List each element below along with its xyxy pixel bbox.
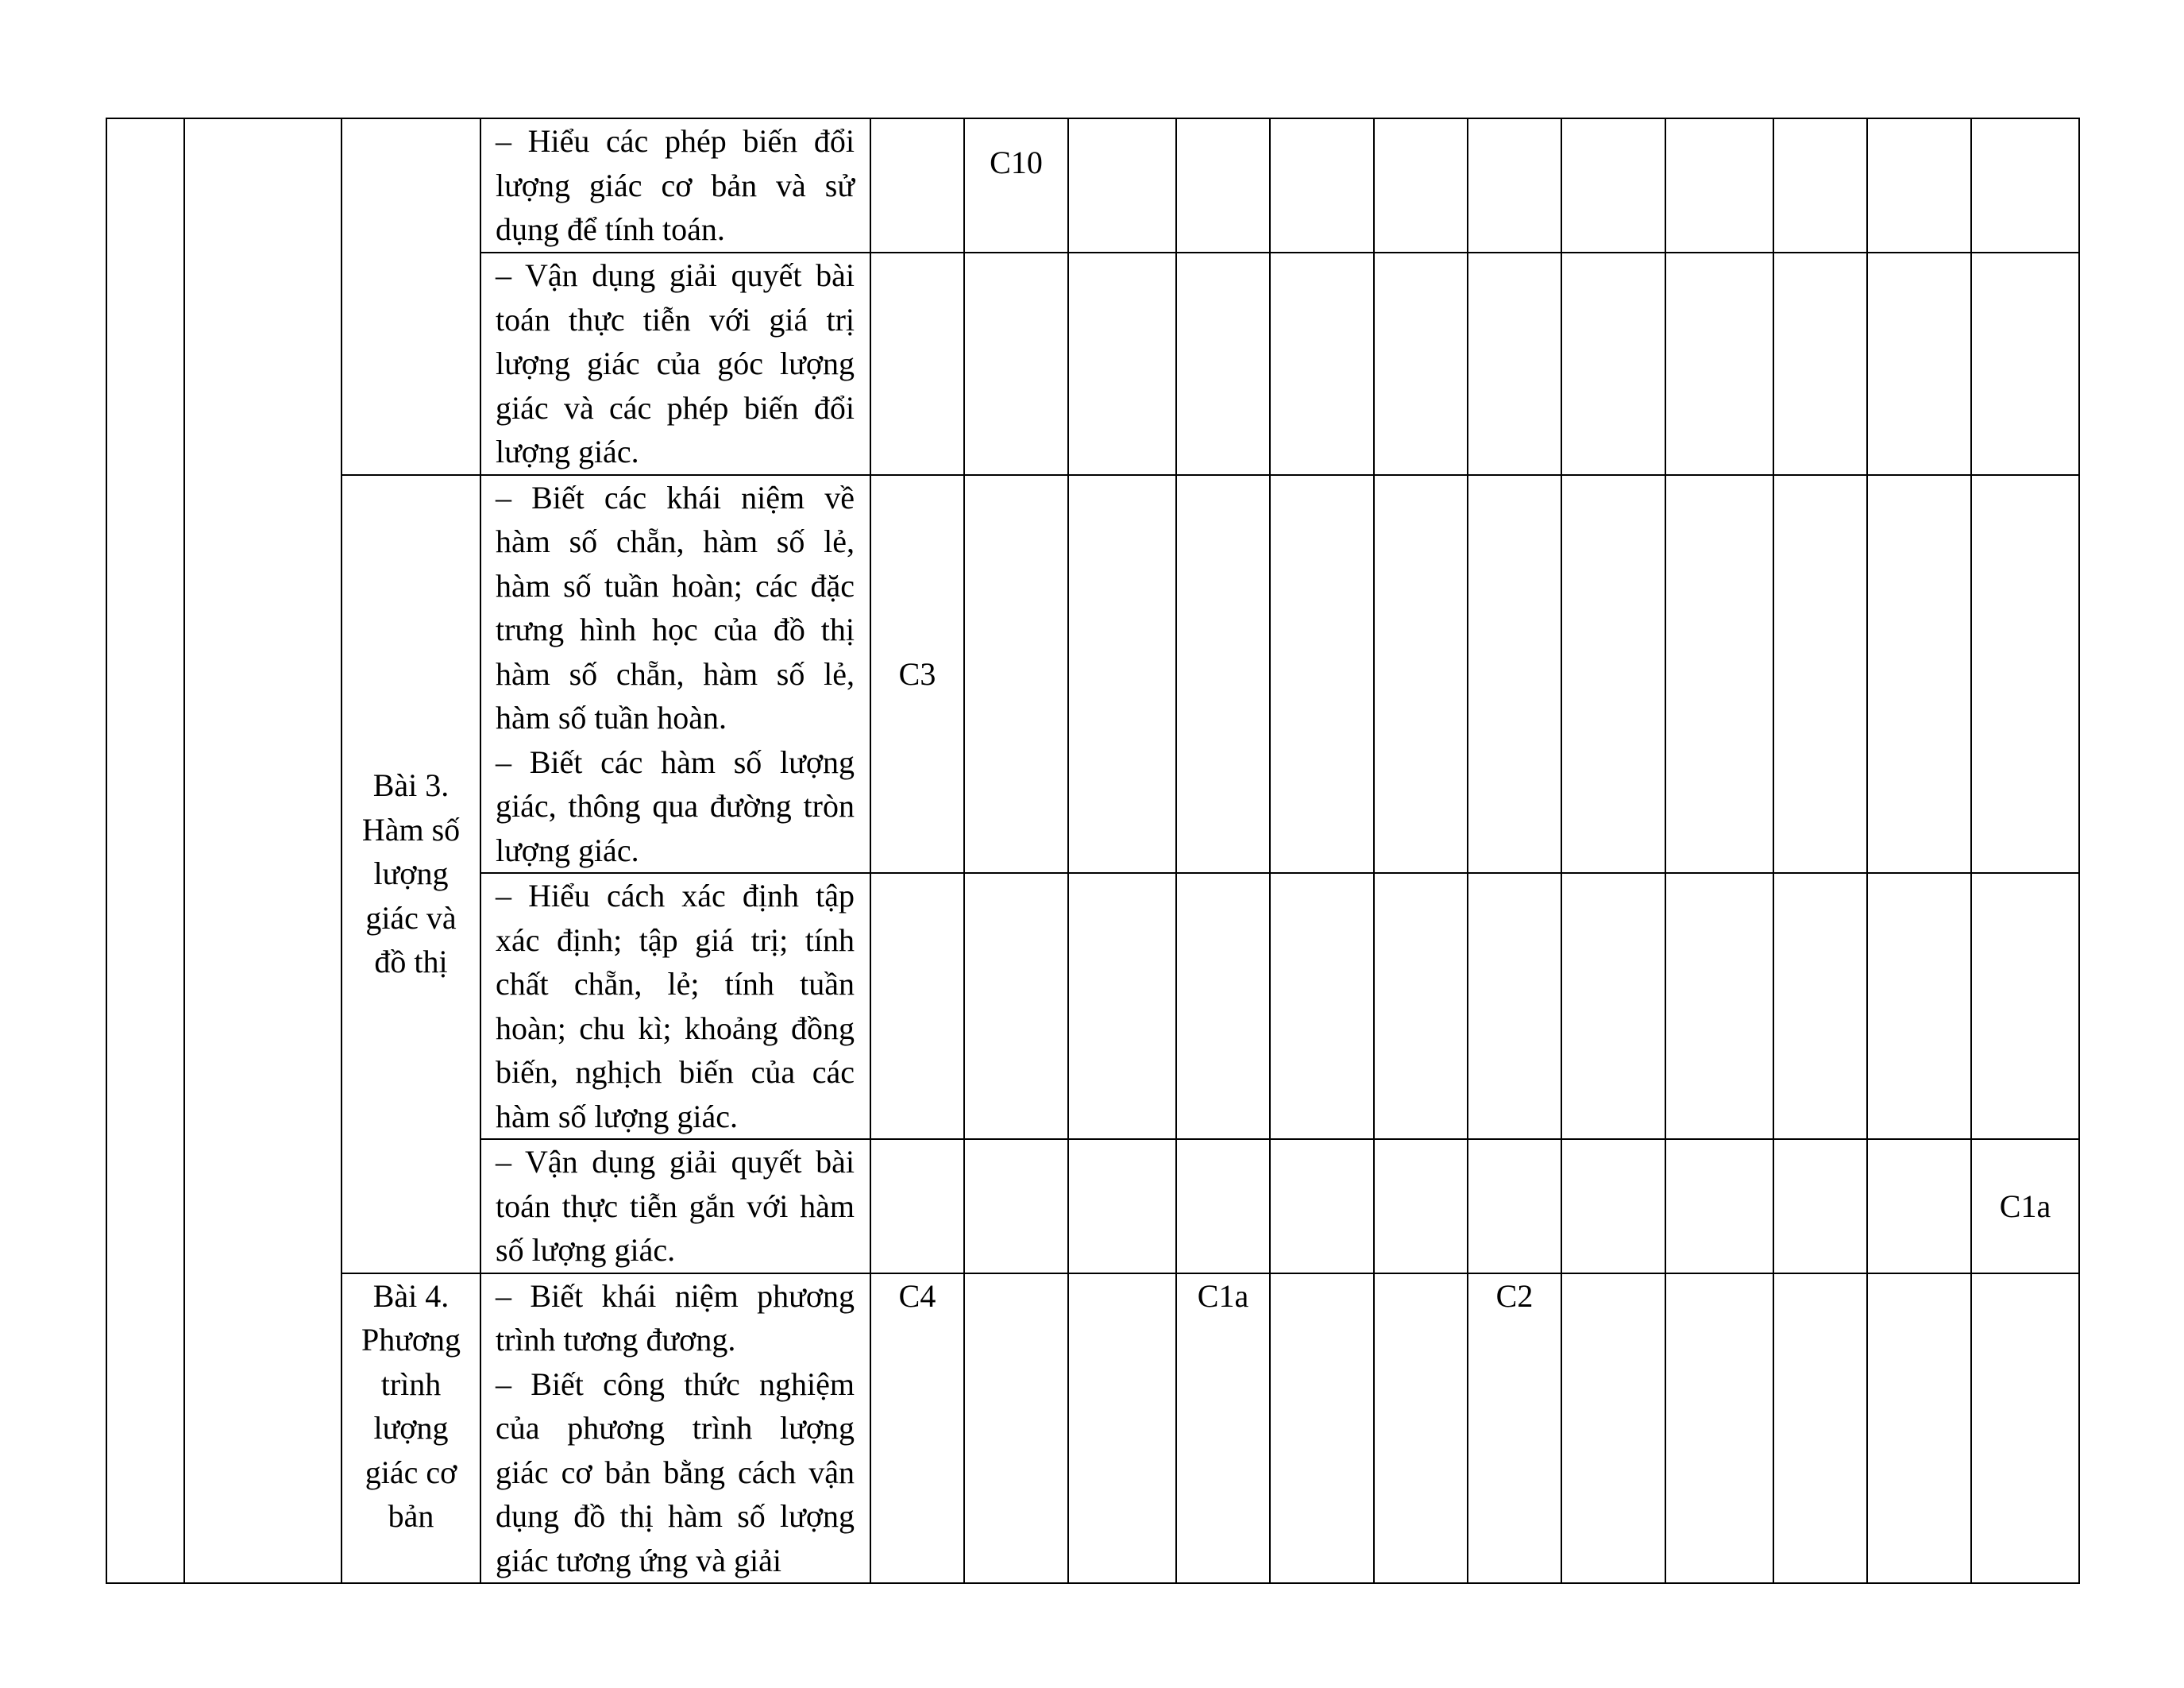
code-cell	[1665, 1273, 1773, 1584]
topic-cell	[184, 118, 341, 1583]
lesson-title-line: giác và	[365, 899, 457, 936]
code-cell	[870, 1139, 964, 1273]
topic-number-cell	[106, 118, 184, 1583]
code-cell	[1561, 475, 1665, 874]
code-cell	[1971, 118, 2079, 253]
code-cell	[1176, 475, 1270, 874]
code-cell: C1a	[1971, 1139, 2079, 1273]
code-cell	[1374, 873, 1468, 1139]
code-cell	[1468, 1139, 1561, 1273]
code-cell	[1176, 873, 1270, 1139]
lesson-title-line: bản	[388, 1498, 434, 1534]
code-cell	[1867, 253, 1971, 475]
objective-cell	[480, 253, 870, 475]
code-cell	[964, 873, 1068, 1139]
code-cell: C1a	[1176, 1273, 1270, 1584]
code-cell	[1867, 1139, 1971, 1273]
code-cell	[1176, 118, 1270, 253]
lesson-title-line: đồ thị	[374, 944, 448, 980]
code-cell	[870, 873, 964, 1139]
code-cell	[1773, 1273, 1867, 1584]
code-cell	[1068, 1273, 1176, 1584]
code-cell	[1374, 475, 1468, 874]
objective-text: – Hiểu các phép biến đổi lượng giác cơ bản và sử dụng để tính toán.	[496, 123, 855, 247]
code-cell	[1561, 1139, 1665, 1273]
lesson-cell	[341, 1273, 480, 1584]
code-cell	[1665, 475, 1773, 874]
code-cell	[1270, 1139, 1374, 1273]
objective-text: – Hiểu cách xác định tập xác định; tập giá trị; tính chất chẵn, lẻ; tính tuần hoàn; chu kì; khoảng đồng biến, nghịch biến của các hàm số lượng giác.	[496, 878, 855, 1134]
code-cell	[1068, 253, 1176, 475]
code-cell	[870, 253, 964, 475]
code-cell	[1270, 475, 1374, 874]
objective-cell	[480, 475, 870, 874]
code-cell	[1665, 118, 1773, 253]
code-cell	[1468, 253, 1561, 475]
objective-text: – Biết công thức nghiệm của phương trình lượng giác cơ bản bằng cách vận dụng đồ thị hàm số lượng giác tương ứng và giải	[496, 1365, 855, 1578]
code-cell	[964, 1273, 1068, 1584]
lesson-title-line: lượng	[373, 856, 449, 892]
lesson-title-line: lượng	[373, 1410, 449, 1446]
code-cell	[870, 118, 964, 253]
code-cell	[1374, 1139, 1468, 1273]
code-cell	[1867, 475, 1971, 874]
code-cell	[1971, 253, 2079, 475]
code-cell	[1971, 475, 2079, 874]
code-cell	[1867, 118, 1971, 253]
lesson-title-line: Hàm số	[361, 811, 461, 848]
objective-cell	[480, 118, 870, 253]
objective-cell	[480, 1273, 870, 1584]
code-cell	[1270, 253, 1374, 475]
code-cell	[1867, 1273, 1971, 1584]
code-cell	[1773, 253, 1867, 475]
code-cell	[1971, 873, 2079, 1139]
code-cell	[1270, 1273, 1374, 1584]
code-cell	[964, 253, 1068, 475]
matrix-table	[106, 118, 2080, 1584]
code-cell	[1468, 475, 1561, 874]
code-cell	[1468, 873, 1561, 1139]
code-cell	[1068, 873, 1176, 1139]
lesson-title-line: Bài 4.	[372, 1277, 450, 1314]
code-cell	[1468, 118, 1561, 253]
code-cell	[1270, 873, 1374, 1139]
lesson-cell	[341, 475, 480, 1273]
table-row	[106, 118, 2079, 253]
code-cell	[1068, 118, 1176, 253]
objective-cell	[480, 1139, 870, 1273]
code-cell	[1176, 253, 1270, 475]
lesson-title-line: Bài 3.	[372, 767, 450, 804]
objective-text: – Vận dụng giải quyết bài toán thực tiễn gắn với hàm số lượng giác.	[496, 1144, 855, 1268]
code-cell	[1867, 873, 1971, 1139]
code-cell	[1773, 118, 1867, 253]
code-cell	[1773, 1139, 1867, 1273]
code-cell	[1270, 118, 1374, 253]
objective-text: – Biết các khái niệm về hàm số chẵn, hàm số lẻ, hàm số tuần hoàn; các đặc trưng hình học của đồ thị hàm số chẵn, hàm số lẻ, hàm số tuần hoàn.	[496, 479, 855, 736]
objective-text: – Biết các hàm số lượng giác, thông qua đường tròn lượng giác.	[496, 744, 855, 868]
code-cell: C10	[964, 118, 1068, 253]
code-cell	[1561, 118, 1665, 253]
table-row	[106, 1273, 2079, 1584]
code-cell	[1773, 475, 1867, 874]
code-cell	[1374, 118, 1468, 253]
code-cell	[1561, 873, 1665, 1139]
code-cell	[1374, 253, 1468, 475]
objective-cell	[480, 873, 870, 1139]
code-cell	[964, 1139, 1068, 1273]
code-cell	[1068, 1139, 1176, 1273]
code-cell	[1773, 873, 1867, 1139]
code-cell	[1665, 1139, 1773, 1273]
code-cell	[1068, 475, 1176, 874]
code-cell	[1665, 253, 1773, 475]
code-cell	[1561, 253, 1665, 475]
code-cell: C4	[870, 1273, 964, 1584]
table-row	[106, 475, 2079, 874]
lesson-title-line: Phương	[361, 1322, 461, 1358]
code-cell	[1971, 1273, 2079, 1584]
code-cell	[1665, 873, 1773, 1139]
lesson-title-line: trình	[380, 1365, 442, 1402]
code-cell	[1561, 1273, 1665, 1584]
objective-text: – Biết khái niệm phương trình tương đương.	[496, 1277, 855, 1358]
code-cell: C3	[870, 475, 964, 874]
code-cell: C2	[1468, 1273, 1561, 1584]
code-cell	[964, 475, 1068, 874]
code-cell	[1176, 1139, 1270, 1273]
lesson-cell	[341, 118, 480, 475]
objective-text: – Vận dụng giải quyết bài toán thực tiễn với giá trị lượng giác của góc lượng giác và các phép biến đổi lượng giác.	[496, 257, 855, 469]
code-cell	[1374, 1273, 1468, 1584]
lesson-title-line: giác cơ	[365, 1454, 457, 1490]
